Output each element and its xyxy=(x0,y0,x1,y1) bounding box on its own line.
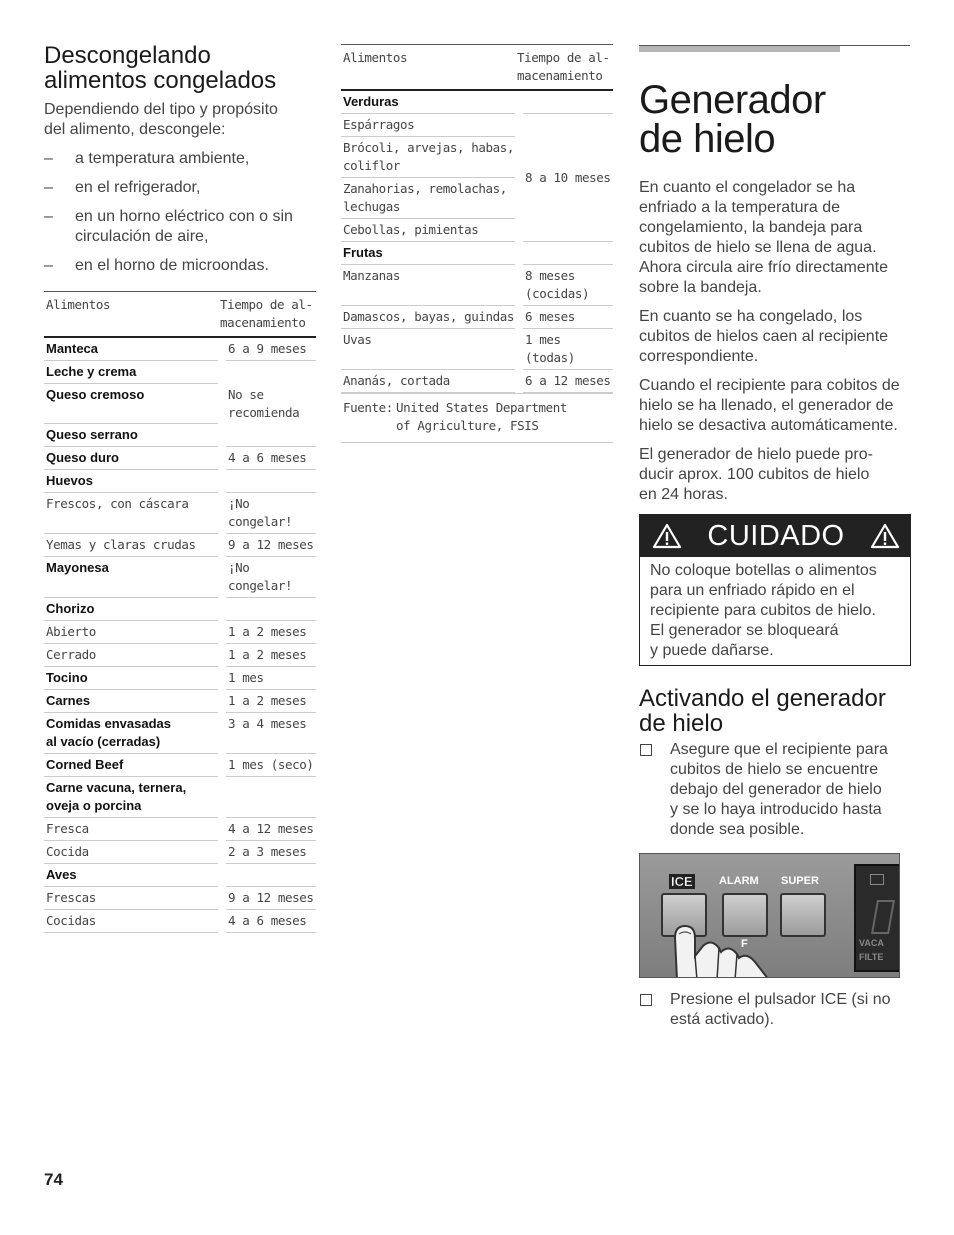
text-line: al vacío (cerradas) xyxy=(46,734,161,749)
category-vegetables: Verduras xyxy=(341,91,515,114)
text-line: en el horno de microondas. xyxy=(75,257,269,274)
super-label: SUPER xyxy=(781,875,819,887)
hand-pressing-icon xyxy=(665,916,785,978)
table-row xyxy=(44,713,316,754)
step-2 xyxy=(639,990,911,1030)
food-cell xyxy=(44,864,218,887)
storage-table-left xyxy=(44,291,316,933)
text-line: Cocidas xyxy=(46,913,96,928)
food-cell xyxy=(44,384,218,424)
text-line: Comidas envasadas xyxy=(46,716,172,731)
list-item-text xyxy=(75,150,249,167)
text-line: 4 a 12 meses xyxy=(228,821,314,836)
text-line: Zanahorias, remolachas, xyxy=(343,181,507,196)
step-1 xyxy=(639,740,911,840)
dash-marker: – xyxy=(44,257,53,274)
table-row xyxy=(44,864,316,887)
text-line: 1 a 2 meses xyxy=(228,647,307,662)
column-gap xyxy=(218,644,226,667)
off-label: F xyxy=(741,938,748,950)
text-line: Ahora circula aire frío directamente xyxy=(639,259,888,276)
column-gap xyxy=(218,621,226,644)
food-cell xyxy=(341,219,515,242)
text-line: Brócoli, arvejas, habas, xyxy=(343,140,515,155)
time-cell xyxy=(226,424,316,447)
source-text xyxy=(396,399,567,435)
right-column xyxy=(639,45,911,1030)
source-line: United States Department xyxy=(396,400,568,415)
time-cell xyxy=(226,887,316,910)
text-line: Mayonesa xyxy=(46,560,109,575)
ice-label: ICE xyxy=(671,874,693,889)
time-cell xyxy=(226,754,316,777)
table-row xyxy=(44,557,316,598)
text-line: ducir aprox. 100 cubitos de hielo xyxy=(639,466,870,483)
title-line: de hielo xyxy=(639,710,724,737)
veg-time xyxy=(523,114,613,242)
table-row xyxy=(341,306,613,329)
table-row xyxy=(44,690,316,713)
table-row xyxy=(44,424,316,447)
text-line: 9 a 12 meses xyxy=(228,890,314,905)
warning-icon xyxy=(652,523,682,549)
text-line: donde sea posible. xyxy=(670,821,805,838)
text-line: ¡No congelar! xyxy=(228,560,293,593)
food-cell xyxy=(44,713,218,754)
display-panel xyxy=(854,864,900,972)
source-label: Fuente: xyxy=(343,400,393,415)
text-line: Queso duro xyxy=(46,450,119,465)
caution-box xyxy=(639,514,911,666)
text-line: Uvas xyxy=(343,332,372,347)
list-item xyxy=(44,149,316,169)
section-title-thawing xyxy=(44,43,316,93)
filter-label: FILTE xyxy=(859,952,884,962)
text-line: cubitos de hielos caen al recipiente xyxy=(639,328,889,345)
time-cell xyxy=(523,370,613,393)
list-item-text xyxy=(75,208,293,245)
text-line: en el refrigerador, xyxy=(75,179,201,196)
list-item-text xyxy=(75,179,200,196)
column-gap xyxy=(218,557,226,598)
dash-marker: – xyxy=(44,150,53,167)
paragraph xyxy=(639,307,911,367)
text-line: en 24 horas. xyxy=(639,486,728,503)
text-line: Aves xyxy=(46,867,77,882)
subsection-title xyxy=(639,686,911,736)
text-line: y puede dañarse. xyxy=(650,642,774,659)
header-line: Tiempo de al- xyxy=(220,297,313,312)
time-cell xyxy=(226,864,316,887)
table-row xyxy=(44,447,316,470)
text-line: Cocida xyxy=(46,844,89,859)
text-line: 1 mes (todas) xyxy=(525,332,575,365)
caution-text xyxy=(640,557,910,665)
text-line: Presione el pulsador ICE (si no xyxy=(670,991,891,1008)
caution-label: CUIDADO xyxy=(707,519,845,552)
text-line: Damascos, bayas, guindas xyxy=(343,309,515,324)
food-cell xyxy=(341,265,515,306)
column-gap xyxy=(218,361,226,384)
food-cell xyxy=(44,534,218,557)
time-cell xyxy=(226,598,316,621)
table-row xyxy=(341,265,613,306)
food-cell xyxy=(44,841,218,864)
category-fruits: Frutas xyxy=(341,242,515,265)
page-number: 74 xyxy=(44,1170,63,1189)
text-line: coliflor xyxy=(343,158,401,173)
text-line: Chorizo xyxy=(46,601,95,616)
column-gap xyxy=(218,384,226,424)
text-line: circulación de aire, xyxy=(75,228,209,245)
column-gap xyxy=(218,864,226,887)
food-cell xyxy=(44,447,218,470)
food-cell xyxy=(44,424,218,447)
food-cell xyxy=(44,887,218,910)
food-cell xyxy=(44,470,218,493)
column-gap xyxy=(515,329,523,370)
caution-header xyxy=(640,515,910,557)
text-line: cubitos de hielo se encuentre xyxy=(670,761,879,778)
table-row xyxy=(44,644,316,667)
text-line: Yemas y claras crudas xyxy=(46,537,196,552)
time-value: 8 a 10 meses xyxy=(525,169,611,185)
text-line: Tocino xyxy=(46,670,88,685)
header-line: Tiempo de al- xyxy=(517,50,610,65)
list-item xyxy=(44,178,316,198)
text-line: Cebollas, pimientas xyxy=(343,222,479,237)
text-line: 4 a 6 meses xyxy=(228,913,307,928)
column-gap xyxy=(515,370,523,393)
time-cell xyxy=(226,910,316,933)
text-line: Abierto xyxy=(46,624,96,639)
table-row xyxy=(44,818,316,841)
food-cell xyxy=(44,338,218,361)
text-line: correspondiente. xyxy=(639,348,759,365)
text-line: 6 a 12 meses xyxy=(525,373,611,388)
table-header xyxy=(44,291,316,338)
source-line: of Agriculture, FSIS xyxy=(396,418,539,433)
column-gap xyxy=(218,754,226,777)
page-title xyxy=(639,78,911,161)
list-item-text xyxy=(75,257,269,274)
text-line: congelamiento, la bandeja para xyxy=(639,219,863,236)
time-cell xyxy=(226,713,316,754)
text-line: Carne vacuna, ternera, xyxy=(46,780,187,795)
paragraph xyxy=(639,376,911,436)
text-line: 2 a 3 meses xyxy=(228,844,307,859)
alarm-label: ALARM xyxy=(719,875,759,887)
food-cell xyxy=(341,114,515,137)
text-line: 8 meses xyxy=(525,268,575,283)
text-line: Asegure que el recipiente para xyxy=(670,741,888,758)
text-line: Fresca xyxy=(46,821,89,836)
table-row xyxy=(44,910,316,933)
text-line: Queso cremoso xyxy=(46,387,145,402)
time-cell xyxy=(226,690,316,713)
text-line: en un horno eléctrico con o sin xyxy=(75,208,293,225)
table-row xyxy=(341,329,613,370)
text-line: Frescos, con cáscara xyxy=(46,496,189,511)
title-line: Generador xyxy=(639,78,826,122)
time-cell xyxy=(226,338,316,361)
storage-table-middle xyxy=(341,44,613,443)
table-row xyxy=(44,598,316,621)
time-cell xyxy=(523,329,613,370)
column-header-food: Alimentos xyxy=(343,50,408,65)
table-row xyxy=(44,384,316,424)
food-cell xyxy=(44,754,218,777)
text-line: 1 a 2 meses xyxy=(228,624,307,639)
text-line: Manzanas xyxy=(343,268,401,283)
food-cell xyxy=(44,818,218,841)
text-line: 6 a 9 meses xyxy=(228,341,307,356)
step-text xyxy=(670,990,911,1030)
header-line: macenamiento xyxy=(220,315,306,330)
text-line: a temperatura ambiente, xyxy=(75,150,250,167)
column-gap xyxy=(218,534,226,557)
food-cell xyxy=(44,361,218,384)
table-row xyxy=(44,621,316,644)
table-row xyxy=(44,777,316,818)
column-gap xyxy=(218,598,226,621)
table-row xyxy=(44,338,316,361)
table-row xyxy=(341,242,613,265)
text-line: 9 a 12 meses xyxy=(228,537,314,552)
dash-marker: – xyxy=(44,208,53,225)
column-gap xyxy=(515,306,523,329)
food-cell xyxy=(44,493,218,534)
list-item xyxy=(44,207,316,247)
super-button[interactable] xyxy=(780,893,826,937)
column-header-food: Alimentos xyxy=(46,297,111,312)
text-line: El generador se bloqueará xyxy=(650,622,839,639)
text-line: Queso serrano xyxy=(46,427,138,442)
column-gap xyxy=(218,690,226,713)
table-row xyxy=(44,667,316,690)
food-cell xyxy=(44,667,218,690)
table-row xyxy=(44,841,316,864)
text-line: Frescas xyxy=(46,890,96,905)
list-item xyxy=(44,256,316,276)
table-row xyxy=(44,754,316,777)
table-header xyxy=(341,44,613,91)
text-line: Espárragos xyxy=(343,117,415,132)
column-gap xyxy=(218,841,226,864)
header-line: macenamiento xyxy=(517,68,603,83)
title-line: de hielo xyxy=(639,117,776,161)
text-line: Cuando el recipiente para cobitos de xyxy=(639,377,900,394)
table-row xyxy=(341,91,613,114)
food-cell xyxy=(44,644,218,667)
text-line: está activado). xyxy=(670,1011,775,1028)
title-line: Descongelando xyxy=(44,42,211,69)
paragraph xyxy=(639,445,911,505)
time-cell xyxy=(226,841,316,864)
text-line: oveja o porcina xyxy=(46,798,142,813)
time-cell xyxy=(226,493,316,534)
text-line: No se xyxy=(228,387,264,402)
food-cell xyxy=(44,690,218,713)
thaw-method-list xyxy=(44,149,316,276)
text-line: del alimento, descongele: xyxy=(44,121,226,138)
text-line: 1 mes (seco) xyxy=(228,757,314,772)
control-panel-illustration xyxy=(639,853,900,978)
food-cell xyxy=(44,777,218,818)
dash-marker: – xyxy=(44,179,53,196)
food-cell xyxy=(341,178,515,219)
text-line: 1 a 2 meses xyxy=(228,693,307,708)
text-line: Manteca xyxy=(46,341,99,356)
text-line: hielo se desactiva automáticamente. xyxy=(639,417,898,434)
column-gap xyxy=(218,887,226,910)
text-line: debajo del generador de hielo xyxy=(670,781,882,798)
vacation-label: VACA xyxy=(859,938,884,948)
digit-display xyxy=(871,900,895,934)
food-cell xyxy=(44,910,218,933)
time-cell xyxy=(226,777,316,818)
time-cell xyxy=(226,644,316,667)
title-line: Activando el generador xyxy=(639,685,886,712)
title-line: alimentos congelados xyxy=(44,67,277,94)
step-text xyxy=(670,740,911,840)
text-line: Dependiendo del tipo y propósito xyxy=(44,101,278,118)
text-line: lechugas xyxy=(343,199,401,214)
food-cell xyxy=(341,137,515,178)
text-line: cubitos de hielo se llena de agua. xyxy=(639,239,877,256)
column-gap xyxy=(515,265,523,306)
paragraph xyxy=(639,178,911,298)
text-line: (cocidas) xyxy=(525,286,590,301)
time-cell xyxy=(226,534,316,557)
empty-cell xyxy=(523,242,613,265)
column-header-time xyxy=(515,45,613,89)
time-cell xyxy=(226,470,316,493)
column-gap xyxy=(218,424,226,447)
text-line: 1 mes xyxy=(228,670,264,685)
filter-icon xyxy=(870,874,884,885)
veg-group xyxy=(341,114,613,242)
veg-list xyxy=(341,114,515,242)
column-gap xyxy=(218,338,226,361)
text-line: enfriado a la temperatura de xyxy=(639,199,841,216)
column-gap xyxy=(218,447,226,470)
text-line: Carnes xyxy=(46,693,91,708)
text-line: En cuanto se ha congelado, los xyxy=(639,308,863,325)
time-cell xyxy=(226,361,316,384)
time-cell xyxy=(226,621,316,644)
column-gap xyxy=(218,910,226,933)
text-line: Ananás, cortada xyxy=(343,373,450,388)
text-line: Huevos xyxy=(46,473,93,488)
food-cell xyxy=(44,598,218,621)
ice-maker-description xyxy=(639,178,911,505)
food-cell xyxy=(341,306,515,329)
food-cell xyxy=(341,370,515,393)
text-line: Leche y crema xyxy=(46,364,137,379)
text-line: para un enfriado rápido en el xyxy=(650,582,855,599)
time-cell xyxy=(226,667,316,690)
table-body xyxy=(44,338,316,933)
intro-text xyxy=(44,100,316,276)
time-cell xyxy=(523,306,613,329)
left-column xyxy=(44,43,316,933)
table-row xyxy=(44,493,316,534)
column-gap xyxy=(218,667,226,690)
food-cell xyxy=(44,621,218,644)
table-source xyxy=(341,393,613,443)
time-cell xyxy=(226,447,316,470)
table-row xyxy=(44,534,316,557)
column-gap xyxy=(218,493,226,534)
column-gap xyxy=(218,777,226,818)
text-line: hielo se ha llenado, el generador de xyxy=(639,397,894,414)
time-cell xyxy=(523,265,613,306)
warning-icon xyxy=(870,523,900,549)
time-cell xyxy=(226,818,316,841)
table-row xyxy=(44,361,316,384)
column-gap xyxy=(218,818,226,841)
header-rule xyxy=(639,45,911,53)
text-line: recomienda xyxy=(228,405,300,420)
column-header-time xyxy=(218,292,316,336)
checkbox-icon xyxy=(640,994,652,1006)
checkbox-icon xyxy=(640,744,652,756)
text-line: Corned Beef xyxy=(46,757,124,772)
text-line: 3 a 4 meses xyxy=(228,716,307,731)
time-cell xyxy=(226,557,316,598)
food-cell xyxy=(44,557,218,598)
text-line: El generador de hielo puede pro- xyxy=(639,446,873,463)
time-cell xyxy=(226,384,316,424)
column-gap xyxy=(218,470,226,493)
text-line: sobre la bandeja. xyxy=(639,279,762,296)
text-line: 4 a 6 meses xyxy=(228,450,307,465)
text-line: 6 meses xyxy=(525,309,575,324)
text-line: y se lo haya introducido hasta xyxy=(670,801,882,818)
table-row xyxy=(44,887,316,910)
table-row xyxy=(341,370,613,393)
food-cell xyxy=(341,329,515,370)
text-line: Cerrado xyxy=(46,647,96,662)
text-line: ¡No congelar! xyxy=(228,496,293,529)
column-gap xyxy=(218,713,226,754)
fruit-rows xyxy=(341,265,613,393)
text-line: En cuanto el congelador se ha xyxy=(639,179,856,196)
text-line: No coloque botellas o alimentos xyxy=(650,562,877,579)
table-row xyxy=(44,470,316,493)
text-line: recipiente para cubitos de hielo. xyxy=(650,602,876,619)
empty-cell xyxy=(523,91,613,114)
